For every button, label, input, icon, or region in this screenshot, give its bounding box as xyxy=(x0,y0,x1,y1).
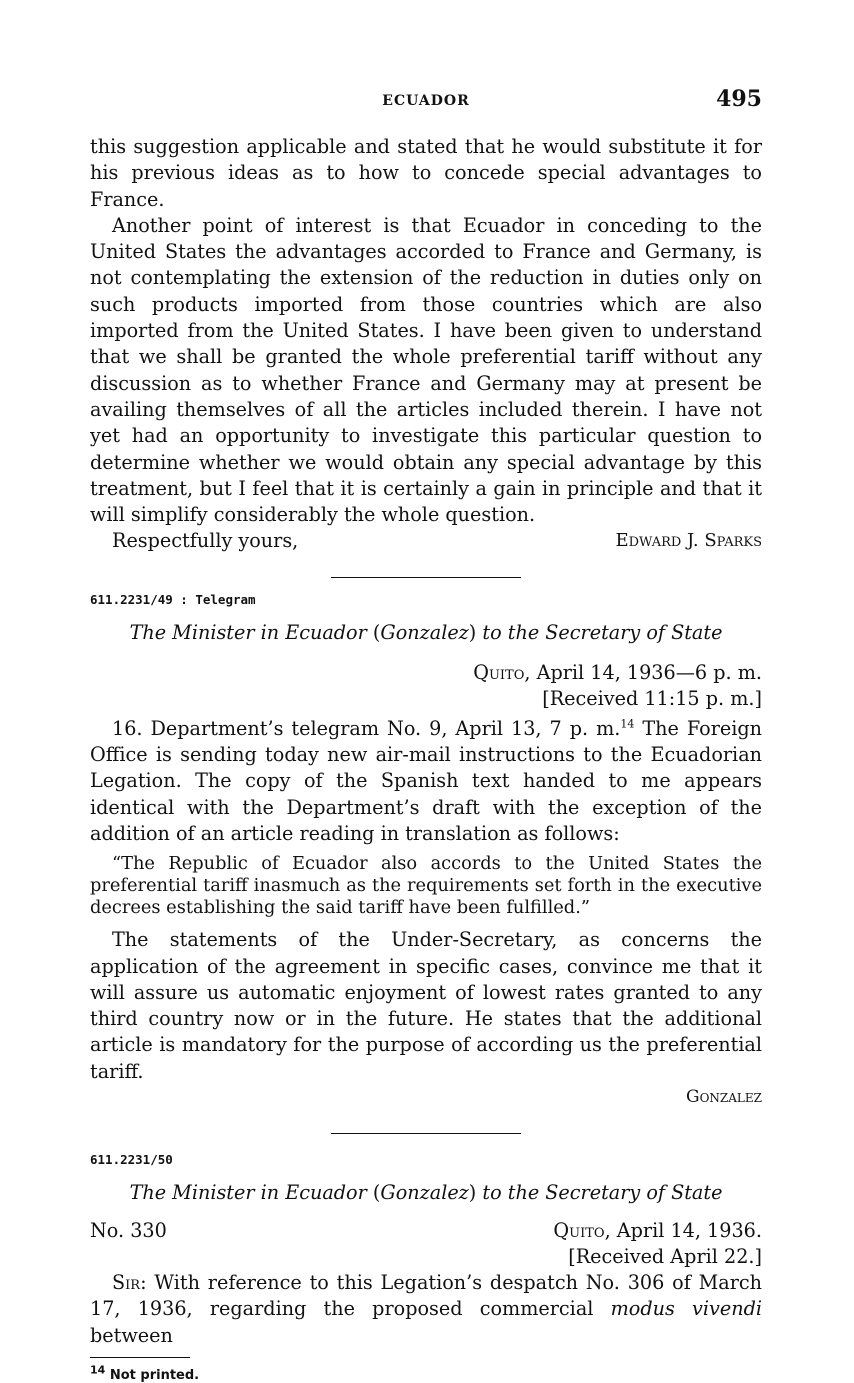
heading-post: to the Secretary of State xyxy=(482,620,723,644)
heading-pre: The Minister in Ecuador xyxy=(129,1181,367,1205)
footnote-text: Not printed. xyxy=(109,1367,200,1383)
telegram-section xyxy=(90,592,762,1107)
place: Quito xyxy=(473,660,525,684)
heading-post: to the Secretary of State xyxy=(482,1181,723,1205)
letter-paragraph: this suggestion applicable and stated that he would substitute it for his previous ideas as to how to concede special advantages to France. xyxy=(90,135,762,211)
heading-name: Gonzalez xyxy=(380,620,469,644)
letter-sparks xyxy=(90,134,762,555)
section-divider xyxy=(331,1133,521,1134)
received-line: [Received 11:15 p. m.] xyxy=(542,686,762,710)
letter-paragraph: Another point of interest is that Ecuador in conceding to the United States the advantages accorded to France and Germany, is not contemplating the extension of the reduction in duties only on such products imported from those countries which are also imported from the United States. I have been given to understand that we shall be granted the whole preferential tariff without any discussion as to whether France and Germany may at present be availing themselves of all the articles included therein. I have not yet had an opportunity to investigate this particular question to determine whether we would obtain any special advantage by this treatment, but I feel that it is certainly a gain in principle and that it will simplify considerably the whole question. xyxy=(90,213,762,527)
file-reference: 611.2231/49 : Telegram xyxy=(90,591,256,607)
received-line: [Received April 22.] xyxy=(568,1245,762,1269)
file-reference: 611.2231/50 xyxy=(90,1152,173,1168)
heading-pre: The Minister in Ecuador xyxy=(129,620,367,644)
closing-row xyxy=(90,528,762,554)
page-number: 495 xyxy=(716,86,762,112)
signature: Edward J. Sparks xyxy=(615,530,762,552)
running-header xyxy=(90,0,762,130)
heading-name: Gonzalez xyxy=(380,1181,469,1205)
footnote-ref: 14 xyxy=(620,717,635,731)
footnote-mark: 14 xyxy=(90,1363,106,1377)
running-title: ECUADOR xyxy=(382,93,470,109)
despatch-paragraph: Sir: With reference to this Legation’s despatch No. 306 of March 17, 1936, regarding the proposed commercial modus vivendi between xyxy=(90,1271,762,1347)
telegram-paragraph: 16. Department’s telegram No. 9, April 13, 7 p. m.$^{14}$ The Foreign Office is sending today new air-mail instructions to the Ecuadorian Legation. The copy of the Spanish text handed to me appears identical with the Department’s draft with the exception of the addition of an article reading in translation as follows: xyxy=(90,716,763,845)
document-heading: The Minister in Ecuador (Gonzalez) to the Secretary of State xyxy=(129,1181,723,1205)
despatch-section xyxy=(90,1152,762,1349)
salutation: Sir xyxy=(112,1271,141,1295)
dateline: Quito, April 14, 1936. xyxy=(553,1219,762,1243)
despatch-number: No. 330 xyxy=(90,1219,167,1243)
footnote-divider xyxy=(90,1357,190,1358)
closing: Respectfully yours, xyxy=(112,529,299,553)
date: , April 14, 1936—6 p. m. xyxy=(524,660,762,684)
signature: Gonzalez xyxy=(686,1087,762,1108)
telegram-paragraph: The statements of the Under-Secretary, as concerns the application of the agreement in specific cases, convince me that it will assure us automatic enjoyment of lowest rates granted to any third country now or in the future. He states that the additional article is mandatory for the purpose of according us the preferential tariff. xyxy=(90,928,762,1083)
section-divider xyxy=(331,577,521,578)
footnote xyxy=(90,1363,762,1383)
document-heading: The Minister in Ecuador (Gonzalez) to the Secretary of State xyxy=(129,620,723,644)
document-page xyxy=(90,0,762,1383)
number-dateline-row xyxy=(90,1218,762,1244)
quoted-article: “The Republic of Ecuador also accords to the United States the preferential tariff inasmuch as the requirements set forth in the executive decrees establishing the said tariff have been fulfilled.” xyxy=(90,853,762,919)
dateline xyxy=(90,660,762,686)
